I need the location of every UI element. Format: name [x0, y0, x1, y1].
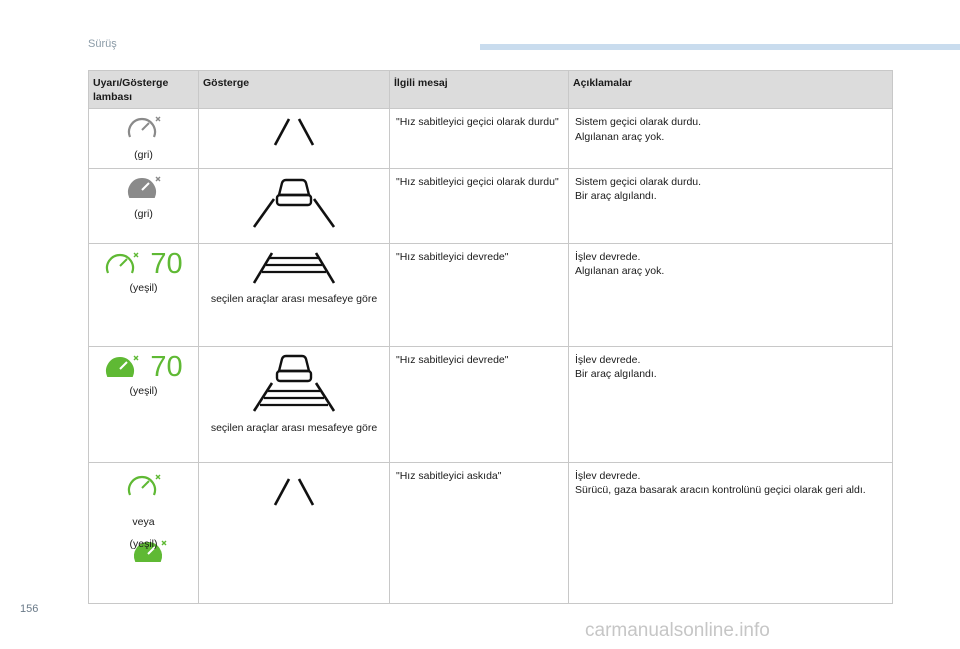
table-row: [89, 168, 893, 243]
cruise-control-table: [88, 70, 893, 604]
lamp-cell: [89, 109, 199, 168]
indicator-cell: [199, 168, 390, 243]
speedometer-icon: [104, 354, 140, 380]
lamp-label: (yeşil): [129, 538, 158, 551]
note-cell: İşlev devrede. Algılanan araç yok.: [569, 243, 893, 346]
message-cell: "Hız sabitleyici devrede": [390, 346, 569, 462]
speedometer-icon: [126, 115, 162, 141]
lamp-label: (gri): [134, 148, 153, 161]
message-cell: "Hız sabitleyici geçici olarak durdu": [390, 109, 569, 168]
lamp-cell: [89, 243, 199, 346]
road-lanes-icon: [249, 115, 339, 149]
lamp-cell: [89, 346, 199, 462]
car-front-icon: [277, 356, 311, 381]
speedometer-icon: [126, 175, 162, 201]
lamp-label: (yeşil): [129, 384, 158, 397]
road-lanes-icon: [244, 353, 344, 415]
road-lanes-icon: [244, 175, 344, 231]
lamp-cell: [89, 168, 199, 243]
note-cell: İşlev devrede. Sürücü, gaza basarak aracın kontrolünü geçici olarak geri aldı.: [569, 462, 893, 603]
message-cell: "Hız sabitleyici askıda": [390, 462, 569, 603]
note-cell: Sistem geçici olarak durdu. Algılanan araç yok.: [569, 109, 893, 168]
indicator-cell: [199, 346, 390, 462]
section-title: Sürüş: [88, 38, 117, 50]
indicator-caption: seçilen araçlar arası mesafeye göre: [210, 421, 378, 434]
table-row: [89, 462, 893, 603]
lamp-label: (yeşil): [129, 281, 158, 294]
speedometer-icon: [126, 473, 162, 499]
message-cell: "Hız sabitleyici devrede": [390, 243, 569, 346]
car-front-icon: [277, 180, 311, 205]
indicator-caption: seçilen araçlar arası mesafeye göre: [210, 292, 378, 305]
footer-watermark: carmanualsonline.info: [585, 620, 770, 641]
set-speed: 70: [150, 247, 183, 280]
note-cell: Sistem geçici olarak durdu. Bir araç algılandı.: [569, 168, 893, 243]
header-message: İlgili mesaj: [390, 71, 569, 109]
indicator-cell: [199, 109, 390, 168]
header-bar: [480, 44, 960, 50]
note-cell: İşlev devrede. Bir araç algılandı.: [569, 346, 893, 462]
lamp-cell: [89, 462, 199, 603]
set-speed: 70: [150, 350, 183, 383]
table-row: [89, 109, 893, 168]
table-header-row: [89, 71, 893, 109]
indicator-cell: [199, 462, 390, 603]
lamp-label: (gri): [134, 207, 153, 220]
indicator-cell: [199, 243, 390, 346]
table-row: [89, 243, 893, 346]
page-number: 156: [20, 603, 39, 615]
road-lanes-icon: [249, 475, 339, 509]
table-row: [89, 346, 893, 462]
road-lanes-icon: [244, 250, 344, 286]
lamp-or: veya: [132, 515, 155, 528]
header-notes: Açıklamalar: [569, 71, 893, 109]
header-lamp: Uyarı/Gösterge lambası: [89, 71, 199, 109]
message-cell: "Hız sabitleyici geçici olarak durdu": [390, 168, 569, 243]
speedometer-icon: [104, 251, 140, 277]
header-indicator: Gösterge: [199, 71, 390, 109]
